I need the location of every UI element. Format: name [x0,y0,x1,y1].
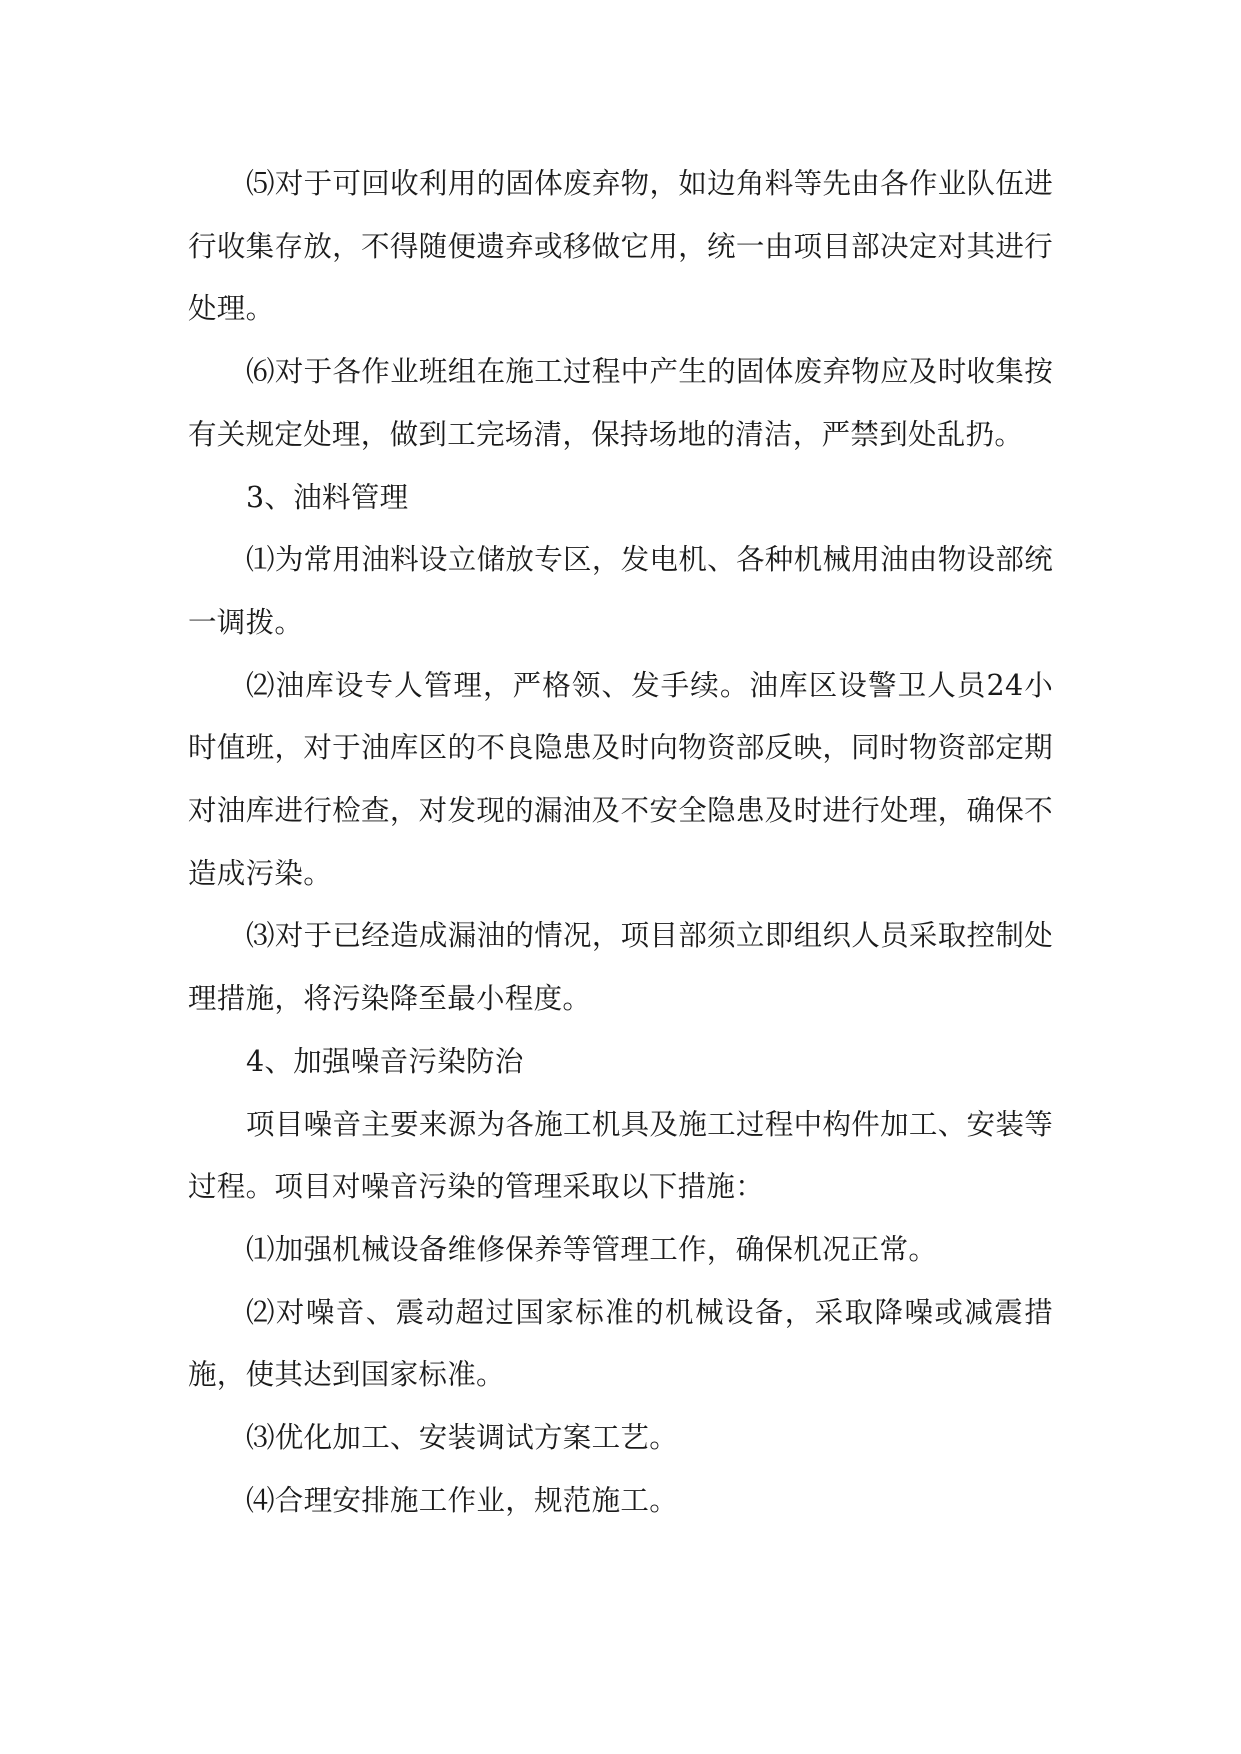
paragraph-oil-storage-zone: ⑴为常用油料设立储放专区，发电机、各种机械用油由物设部统一调拨。 [188,543,1053,639]
paragraph-solid-waste-recycling: ⑸对于可回收利用的固体废弃物，如边角料等先由各作业队伍进行收集存放，不得随便遗弃或移做它用，统一由项目部决定对其进行处理。 [188,167,1053,326]
paragraph-oil-depot-management: ⑵油库设专人管理，严格领、发手续。油库区设警卫人员24小时值班，对于油库区的不良隐患及时向物资部反映，同时物资部定期对油库进行检查，对发现的漏油及不安全隐患及时进行处理，确保不造成污染。 [188,668,1053,890]
paragraph-process-optimization: ⑶优化加工、安装调试方案工艺。 [246,1421,679,1455]
section-heading-noise-control: 4、加强噪音污染防治 [246,1044,524,1078]
paragraph-equipment-maintenance: ⑴加强机械设备维修保养等管理工作，确保机况正常。 [246,1232,938,1266]
paragraph-solid-waste-collection: ⑹对于各作业班组在施工过程中产生的固体废弃物应及时收集按有关规定处理，做到工完场清，保持场地的清洁，严禁到处乱扔。 [188,355,1053,451]
paragraph-oil-leak-response: ⑶对于已经造成漏油的情况，项目部须立即组织人员采取控制处理措施，将污染降至最小程度。 [188,919,1053,1016]
section-heading-oil-management: 3、油料管理 [246,480,409,514]
paragraph-noise-reduction-measures: ⑵对噪音、震动超过国家标准的机械设备，采取降噪或减震措施，使其达到国家标准。 [188,1295,1053,1392]
paragraph-noise-sources: 项目噪音主要来源为各施工机具及施工过程中构件加工、安装等过程。项目对噪音污染的管理采取以下措施： [188,1107,1053,1204]
document-body [188,153,1053,1532]
paragraph-construction-scheduling: ⑷合理安排施工作业，规范施工。 [246,1483,679,1517]
